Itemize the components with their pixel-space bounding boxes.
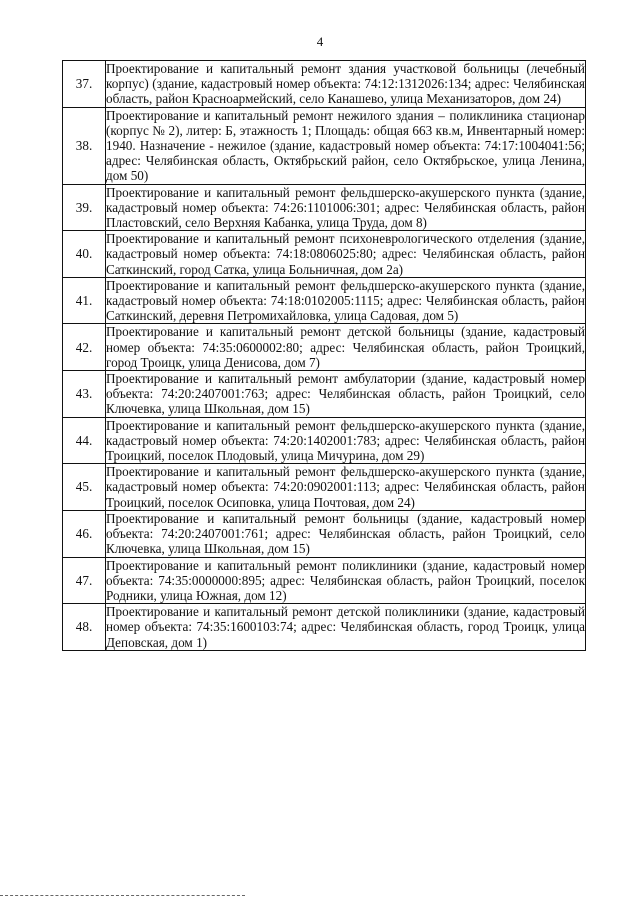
footer-divider — [0, 895, 245, 896]
row-description: Проектирование и капитальный ремонт фельдшерско-акушерского пункта (здание, кадастровый номер объекта: 74:20:0902001:113; адрес: Челябинская область, район Троицкий, поселок Осиповка, улица Почтовая, дом 24) — [106, 464, 585, 510]
table-row — [63, 61, 586, 108]
table-row — [63, 604, 586, 651]
row-number: 40. — [63, 231, 106, 278]
row-number: 41. — [63, 277, 106, 324]
row-number: 44. — [63, 417, 106, 464]
row-description: Проектирование и капитальный ремонт психоневрологического отделения (здание, кадастровый номер объекта: 74:18:0806025:80; адрес: Челябинская область, район Саткинский, город Сатка, улица Больничная, дом 2а) — [106, 231, 585, 277]
row-number: 37. — [63, 61, 106, 108]
row-number: 46. — [63, 510, 106, 557]
table-row — [63, 417, 586, 464]
row-number: 43. — [63, 371, 106, 418]
registry-table — [62, 60, 586, 651]
table-row — [63, 231, 586, 278]
table-row — [63, 464, 586, 511]
row-description: Проектирование и капитальный ремонт больницы (здание, кадастровый номер объекта: 74:20:2407001:761; адрес: Челябинская область, район Троицкий, село Ключевка, улица Школьная, дом 15) — [106, 510, 585, 557]
table-row — [63, 324, 586, 371]
table-row — [63, 371, 586, 418]
table-row — [63, 510, 586, 557]
row-description: Проектирование и капитальный ремонт амбулатории (здание, кадастровый номер объекта: 74:20:2407001:763; адрес: Челябинская область, район Троицкий, село Ключевка, улица Школьная, дом 15) — [106, 371, 585, 417]
row-number: 48. — [63, 604, 106, 651]
row-number: 42. — [63, 324, 106, 371]
row-description: Проектирование и капитальный ремонт фельдшерско-акушерского пункта (здание, кадастровый номер объекта: 74:18:0102005:1115; адрес: Челябинская область, район Саткинский, деревня Петромихайловка, улица Садовая, дом 5) — [106, 277, 585, 324]
row-description: Проектирование и капитальный ремонт фельдшерско-акушерского пункта (здание, кадастровый номер объекта: 74:20:1402001:783; адрес: Челябинская область, район Троицкий, поселок Плодовый, улица Мичурина, дом 29) — [106, 417, 585, 464]
table-row — [63, 557, 586, 604]
row-number: 38. — [63, 107, 106, 184]
registry-table-body — [63, 61, 586, 651]
table-row — [63, 277, 586, 324]
row-description: Проектирование и капитальный ремонт фельдшерско-акушерского пункта (здание, кадастровый номер объекта: 74:26:1101006:301; адрес: Челябинская область, район Пластовский, село Верхняя Кабанка, улица Труда, дом 8) — [106, 184, 585, 231]
row-description: Проектирование и капитальный ремонт поликлиники (здание, кадастровый номер объекта: 74:35:0000000:895; адрес: Челябинская область, район Троицкий, поселок Родники, улица Южная, дом 12) — [106, 557, 585, 603]
row-number: 47. — [63, 557, 106, 604]
row-number: 45. — [63, 464, 106, 511]
table-row — [63, 184, 586, 231]
table-row — [63, 107, 586, 184]
row-number: 39. — [63, 184, 106, 231]
row-description: Проектирование и капитальный ремонт нежилого здания – поликлиника стационар (корпус № 2), литер: Б, этажность 1; Площадь: общая 663 кв.м, Инвентарный номер: 1940. Назначение - нежилое (здание, кадастровый номер объекта: 74:17:1004041:56; адрес: Челябинская область, Октябрьский район, село Октябрьское, улица Ленина, дом 50) — [106, 107, 585, 184]
row-description: Проектирование и капитальный ремонт детской больницы (здание, кадастровый номер объекта: 74:35:0600002:80; адрес: Челябинская область, район Троицкий, город Троицк, улица Денисова, дом 7) — [106, 324, 585, 370]
row-description: Проектирование и капитальный ремонт здания участковой больницы (лечебный корпус) (здание, кадастровый номер объекта: 74:12:1312026:134; адрес: Челябинская область, район Красноармейский, село Канашево, улица Механизаторов, дом 24) — [106, 61, 585, 107]
page-number: 4 — [316, 34, 324, 49]
row-description: Проектирование и капитальный ремонт детской поликлиники (здание, кадастровый номер объекта: 74:35:1600103:74; адрес: Челябинская область, город Троицк, улица Деповская, дом 1) — [106, 604, 585, 650]
